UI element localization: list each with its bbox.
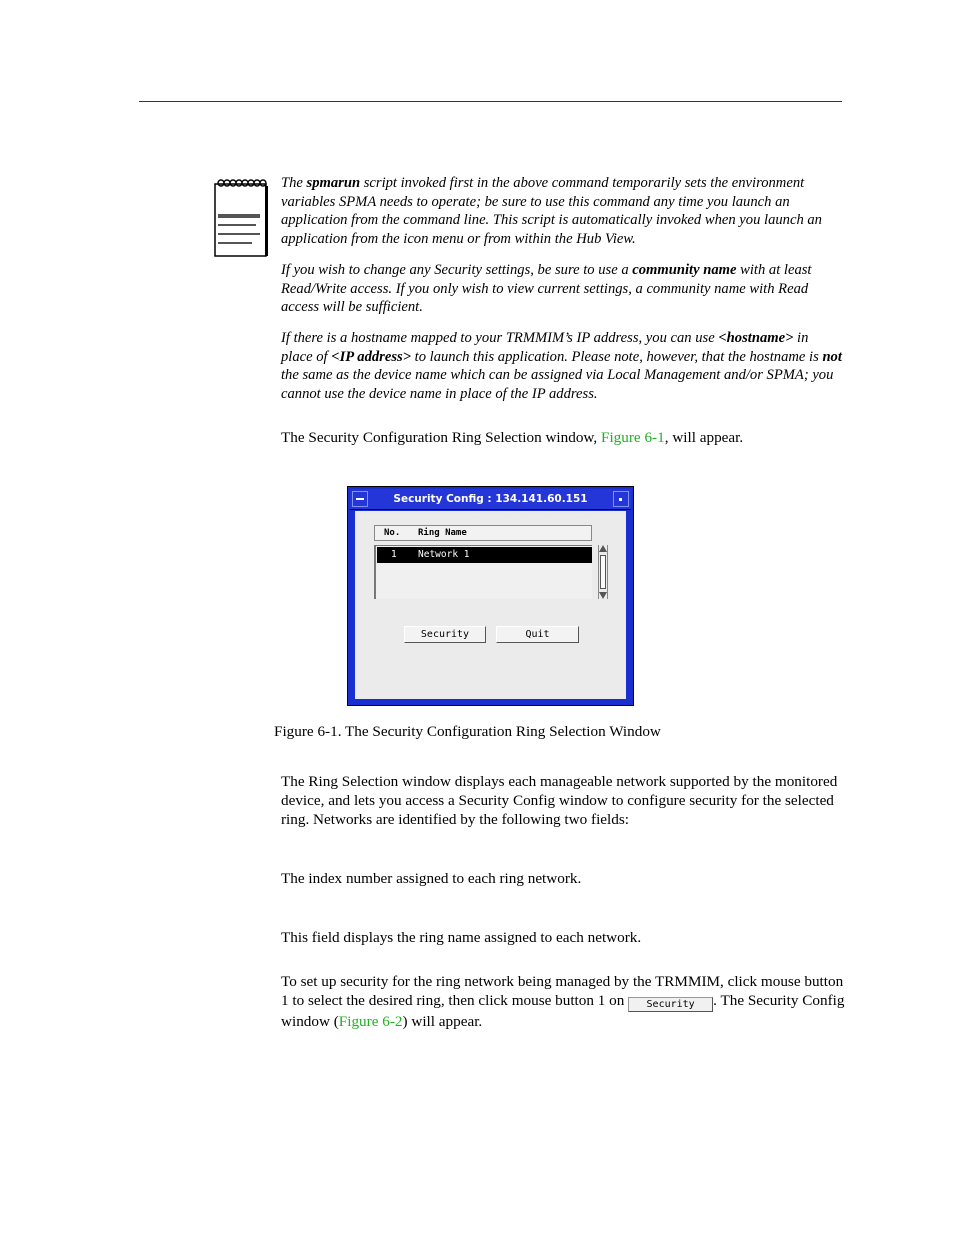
- figure-6-1-link[interactable]: Figure 6-1: [601, 429, 665, 446]
- note-text: If you wish to change any Security settings, be sure to use a: [281, 262, 633, 278]
- note-text: The: [281, 175, 307, 191]
- note-paragraph-2: [281, 261, 843, 317]
- note-bold-term: not: [822, 348, 842, 365]
- ring-selection-text: The Ring Selection window displays each manageable network supported by the monitored device, and lets you access a Security Config window to configure security for the selected ring. Networks are identified by the following two fields:: [281, 773, 838, 828]
- note-bold-term: <hostname>: [718, 330, 794, 346]
- note-bold-term: <IP address>: [331, 348, 412, 365]
- setup-paragraph: [281, 972, 846, 1031]
- window-menu-icon[interactable]: [352, 491, 368, 507]
- ring-list[interactable]: [374, 545, 592, 599]
- note-text: the same as the device name which can be assigned via Local Management and/or SPMA; you cannot use the device name in place of the IP address.: [281, 367, 834, 402]
- intro-text: The Security Configuration Ring Selection window,: [281, 429, 602, 446]
- row-no: 1: [391, 549, 397, 560]
- setup-text: To set up security for the ring network being managed by the TRMMIM, click mouse button 1 to select the desired ring, then click mouse button 1 on: [281, 973, 844, 1009]
- setup-text: . The Security Config window (: [281, 992, 845, 1030]
- note-paragraph-3: [281, 329, 843, 403]
- setup-text: ) will appear.: [402, 1013, 483, 1030]
- field-name-description: This field displays the ring name assigned to each network.: [281, 929, 642, 946]
- window-title: Security Config : 134.141.60.151: [393, 493, 588, 505]
- row-ring-name: Network 1: [418, 549, 470, 560]
- note-bold-term: community name: [632, 262, 737, 278]
- minimize-icon[interactable]: [613, 491, 629, 507]
- column-header-no: No.: [384, 528, 401, 538]
- intro-text: , will appear.: [664, 429, 744, 446]
- note-text: If there is a hostname mapped to your TRMMIM’s IP address, you can use: [281, 330, 719, 346]
- field-no-description: The index number assigned to each ring network.: [281, 870, 582, 887]
- header-rule: [139, 101, 842, 102]
- note-text: to launch this application. Please note, however, that the hostname is: [411, 348, 823, 365]
- list-item[interactable]: [377, 547, 592, 563]
- list-header: [374, 525, 592, 541]
- note-bold-term: spmarun: [306, 175, 361, 191]
- figure-caption: Figure 6-1. The Security Configuration Ring Selection Window: [274, 723, 661, 740]
- note-text: script invoked first in the above command temporarily sets the environment variables SPMA needs to operate; be sure to use this command any time you launch an application from the command line. This script is automatically invoked when you launch an application from the icon menu or from within the Hub View.: [281, 175, 822, 247]
- security-config-window: [347, 486, 634, 706]
- note-paragraph-1: [281, 174, 843, 248]
- security-button[interactable]: Security: [404, 626, 486, 643]
- scroll-down-icon[interactable]: [599, 592, 607, 599]
- window-client-area: [355, 511, 626, 699]
- quit-button[interactable]: Quit: [496, 626, 579, 643]
- list-scrollbar[interactable]: [598, 545, 608, 599]
- figure-6-2-link[interactable]: Figure 6-2: [338, 1013, 403, 1030]
- column-header-ring-name: Ring Name: [418, 528, 467, 538]
- ring-selection-paragraph: [281, 772, 851, 829]
- scroll-thumb[interactable]: [600, 555, 606, 589]
- inline-security-button: Security: [628, 997, 713, 1012]
- note-icon: [214, 177, 268, 257]
- scroll-up-icon[interactable]: [599, 545, 607, 552]
- window-titlebar[interactable]: [350, 489, 631, 510]
- note-text: in place of: [281, 330, 809, 365]
- intro-paragraph: [281, 428, 851, 447]
- note-text: with at least Read/Write access. If you only wish to view current settings, a community name with Read access will be sufficient.: [281, 262, 812, 316]
